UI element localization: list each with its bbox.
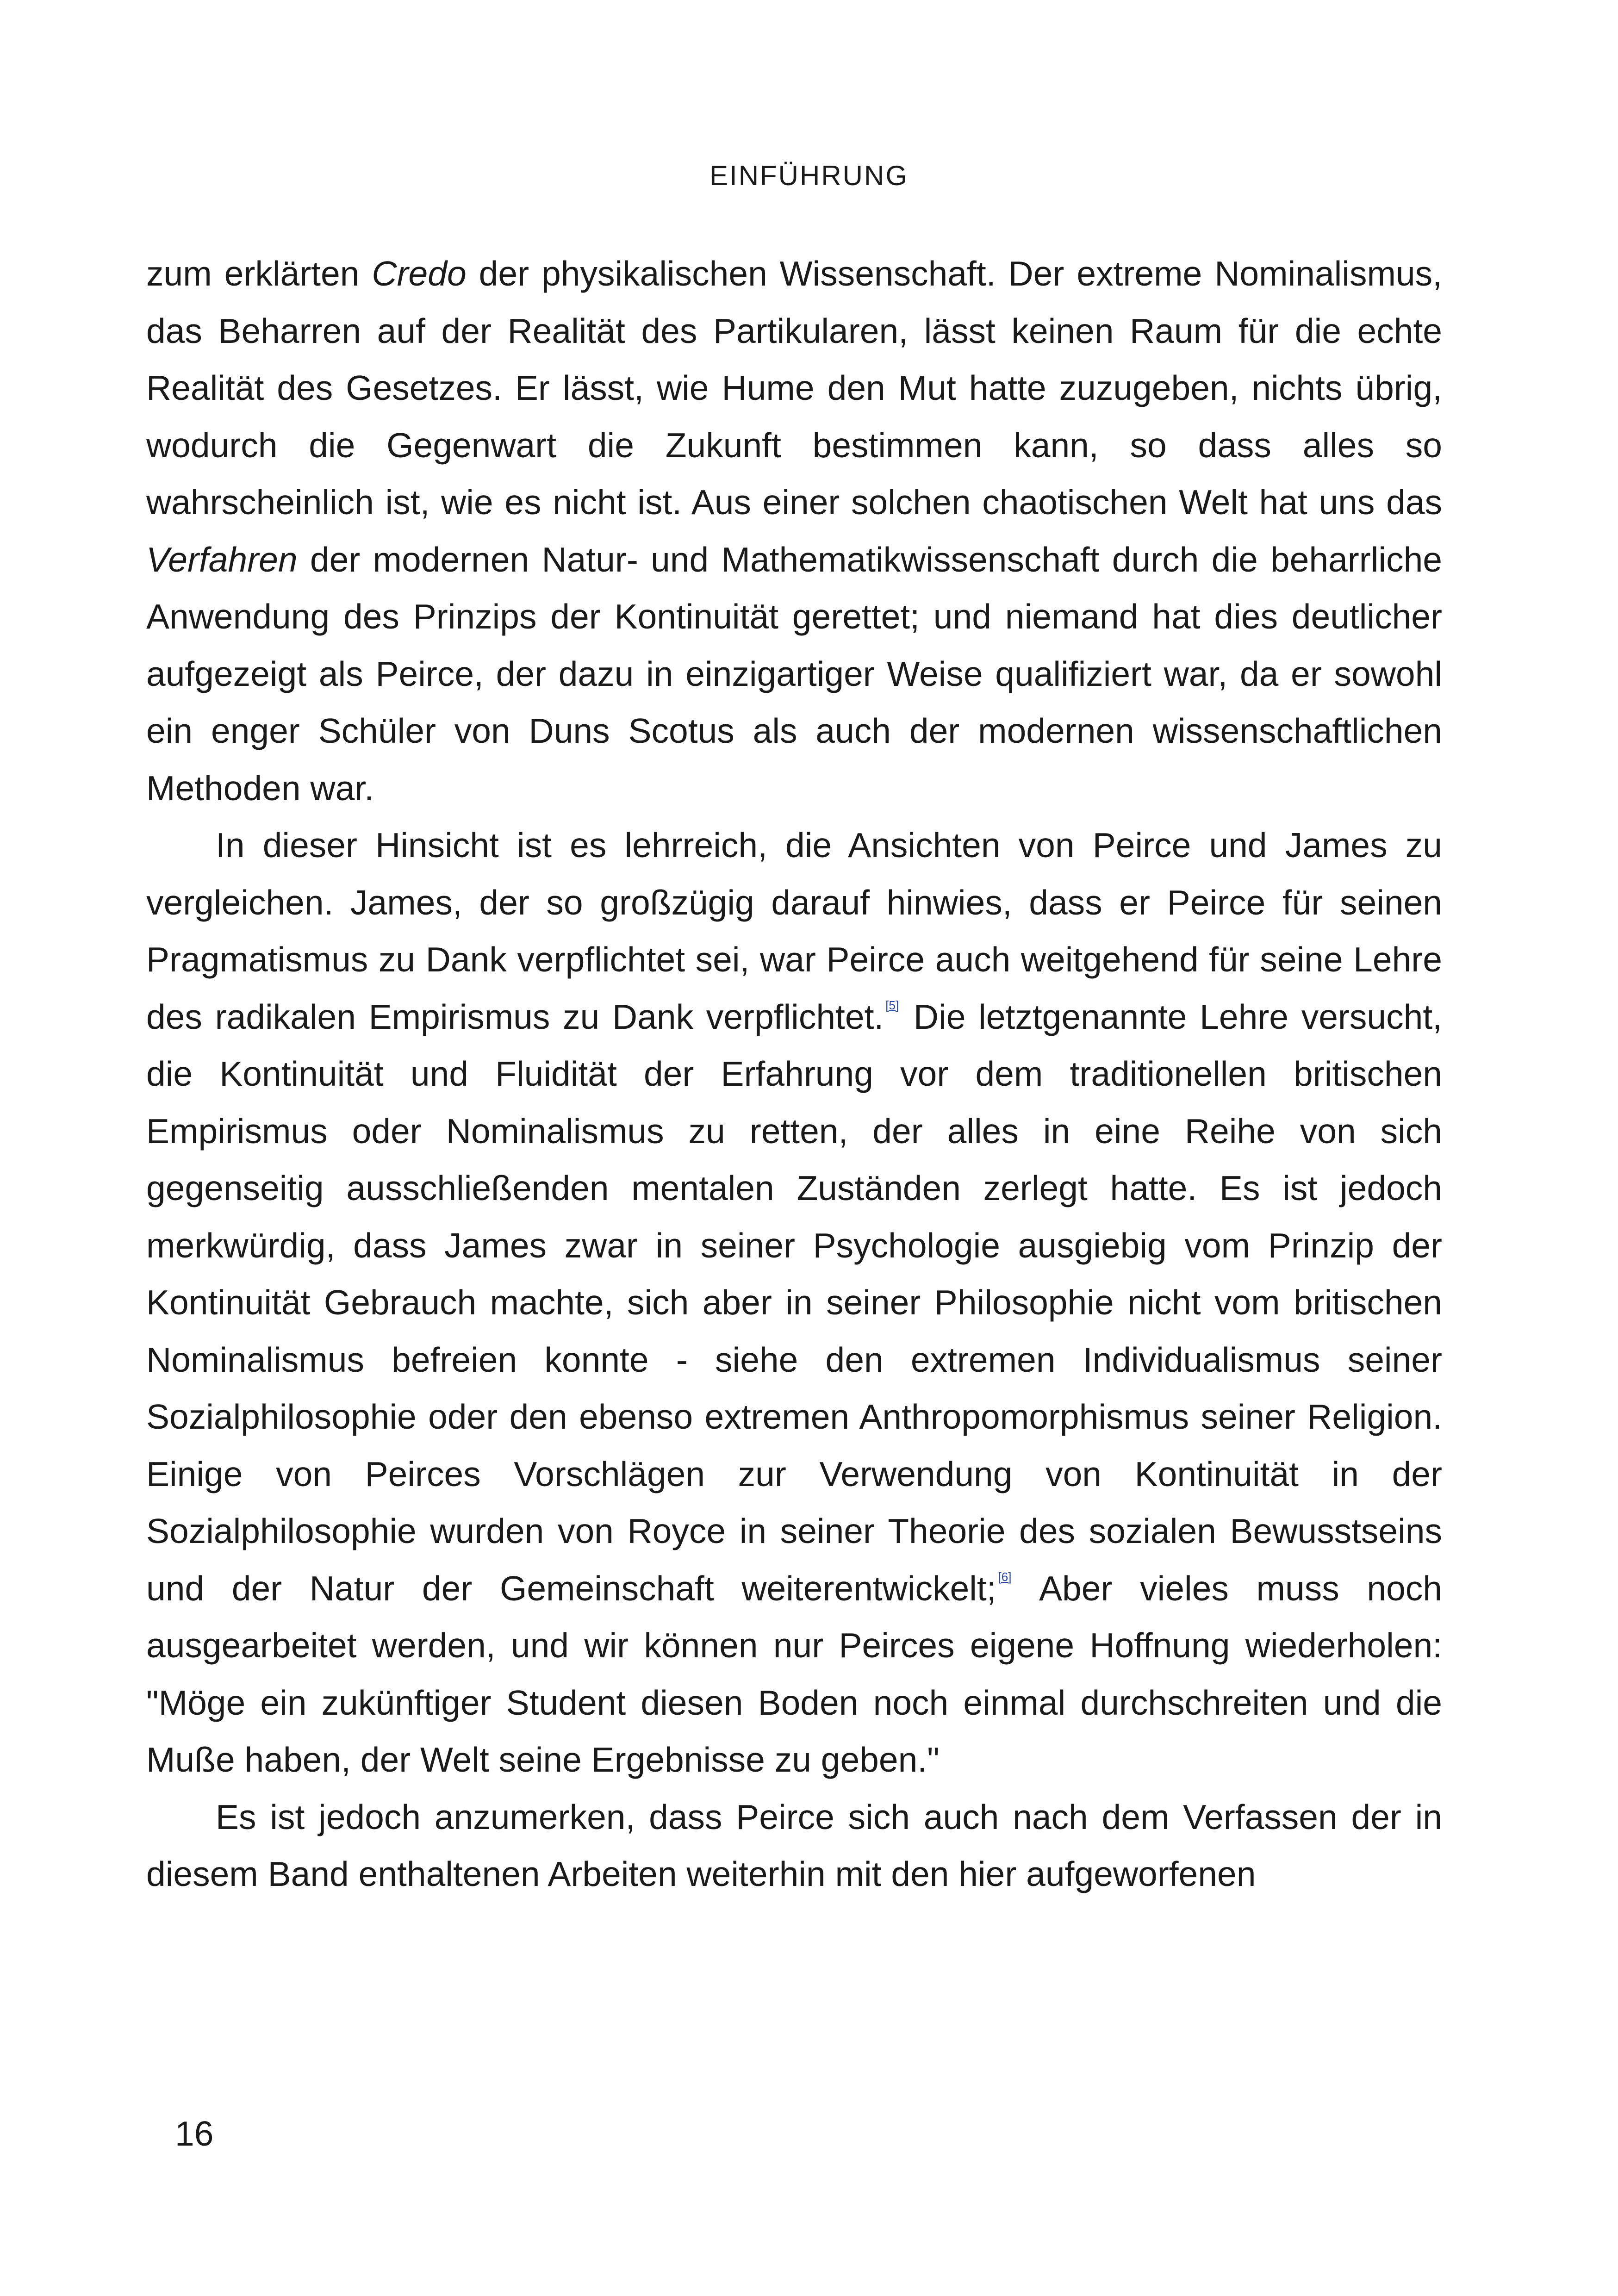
- italic-term-verfahren: Verfahren: [146, 540, 298, 579]
- italic-term-credo: Credo: [372, 254, 467, 293]
- paragraph-3-text: Es ist jedoch anzumerken, dass Peirce sich auch nach dem Verfassen der in diesem Band enthaltenen Arbeiten weiterhin mit den hier aufgeworfenen: [146, 1797, 1442, 1893]
- paragraph-2-text-b: Die letztgenannte Lehre versucht, die Kontinuität und Fluidität der Erfahrung vor dem traditionellen britischen Empirismus oder Nominalismus zu retten, der alles in eine Reihe von sich gegenseitig ausschließenden mentalen Zuständen zerlegt hatte. Es ist jedoch merkwürdig, dass James zwar in seiner Psychologie ausgiebig vom Prinzip der Kontinuität Gebrauch machte, sich aber in seiner Philosophie nicht vom britischen Nominalismus befreien konnte - siehe den extremen Individualismus seiner Sozialphilosophie oder den ebenso extremen Anthropomorphismus seiner Religion. Einige von Peirces Vorschlägen zur Verwendung von Kontinuität in der Sozialphilosophie wurden von Royce in seiner Theorie des sozialen Bewusstseins und der Natur der Gemeinschaft weiterentwickelt;: [146, 997, 1442, 1608]
- paragraph-1-text-a: zum erklärten: [146, 254, 372, 293]
- paragraph-2-text-c: Aber vieles muss noch ausgearbeitet werden, und wir können nur Peirces eigene Hoffnung wiederholen: "Möge ein zukünftiger Student diesen Boden noch einmal durchschreiten und die Muße haben, der Welt seine Ergebnisse zu geben.": [146, 1568, 1442, 1779]
- paragraph-1: [146, 245, 1442, 817]
- paragraph-2: [146, 817, 1442, 1789]
- paragraph-2-text-a: In dieser Hinsicht ist es lehrreich, die Ansichten von Peirce und James zu vergleichen. James, der so großzügig darauf hinwies, dass er Peirce für seinen Pragmatismus zu Dank verpflichtet sei, war Peirce auch weitgehend für seine Lehre des radikalen Empirismus zu Dank verpflichtet.: [146, 826, 1442, 1036]
- footnote-link-5[interactable]: [5]: [885, 998, 899, 1012]
- paragraph-1-text-b: der physikalischen Wissenschaft. Der extreme Nominalismus, das Beharren auf der Realität des Partikularen, lässt keinen Raum für die echte Realität des Gesetzes. Er lässt, wie Hume den Mut hatte zuzugeben, nichts übrig, wodurch die Gegenwart die Zukunft bestimmen kann, so dass alles so wahrscheinlich ist, wie es nicht ist. Aus einer solchen chaotischen Welt hat uns das: [146, 254, 1442, 522]
- footnote-link-6[interactable]: [6]: [998, 1569, 1012, 1584]
- running-header: EINFÜHRUNG: [709, 160, 909, 191]
- paragraph-3: [146, 1789, 1442, 1903]
- page-number: 16: [175, 2114, 214, 2153]
- paragraph-1-text-c: der modernen Natur- und Mathematikwissenschaft durch die beharrliche Anwendung des Prinzips der Kontinuität gerettet; und niemand hat dies deutlicher aufgezeigt als Peirce, der dazu in einzigartiger Weise qualifiziert war, da er sowohl ein enger Schüler von Duns Scotus als auch der modernen wissenschaftlichen Methoden war.: [146, 540, 1442, 808]
- body-text: [146, 245, 1442, 1903]
